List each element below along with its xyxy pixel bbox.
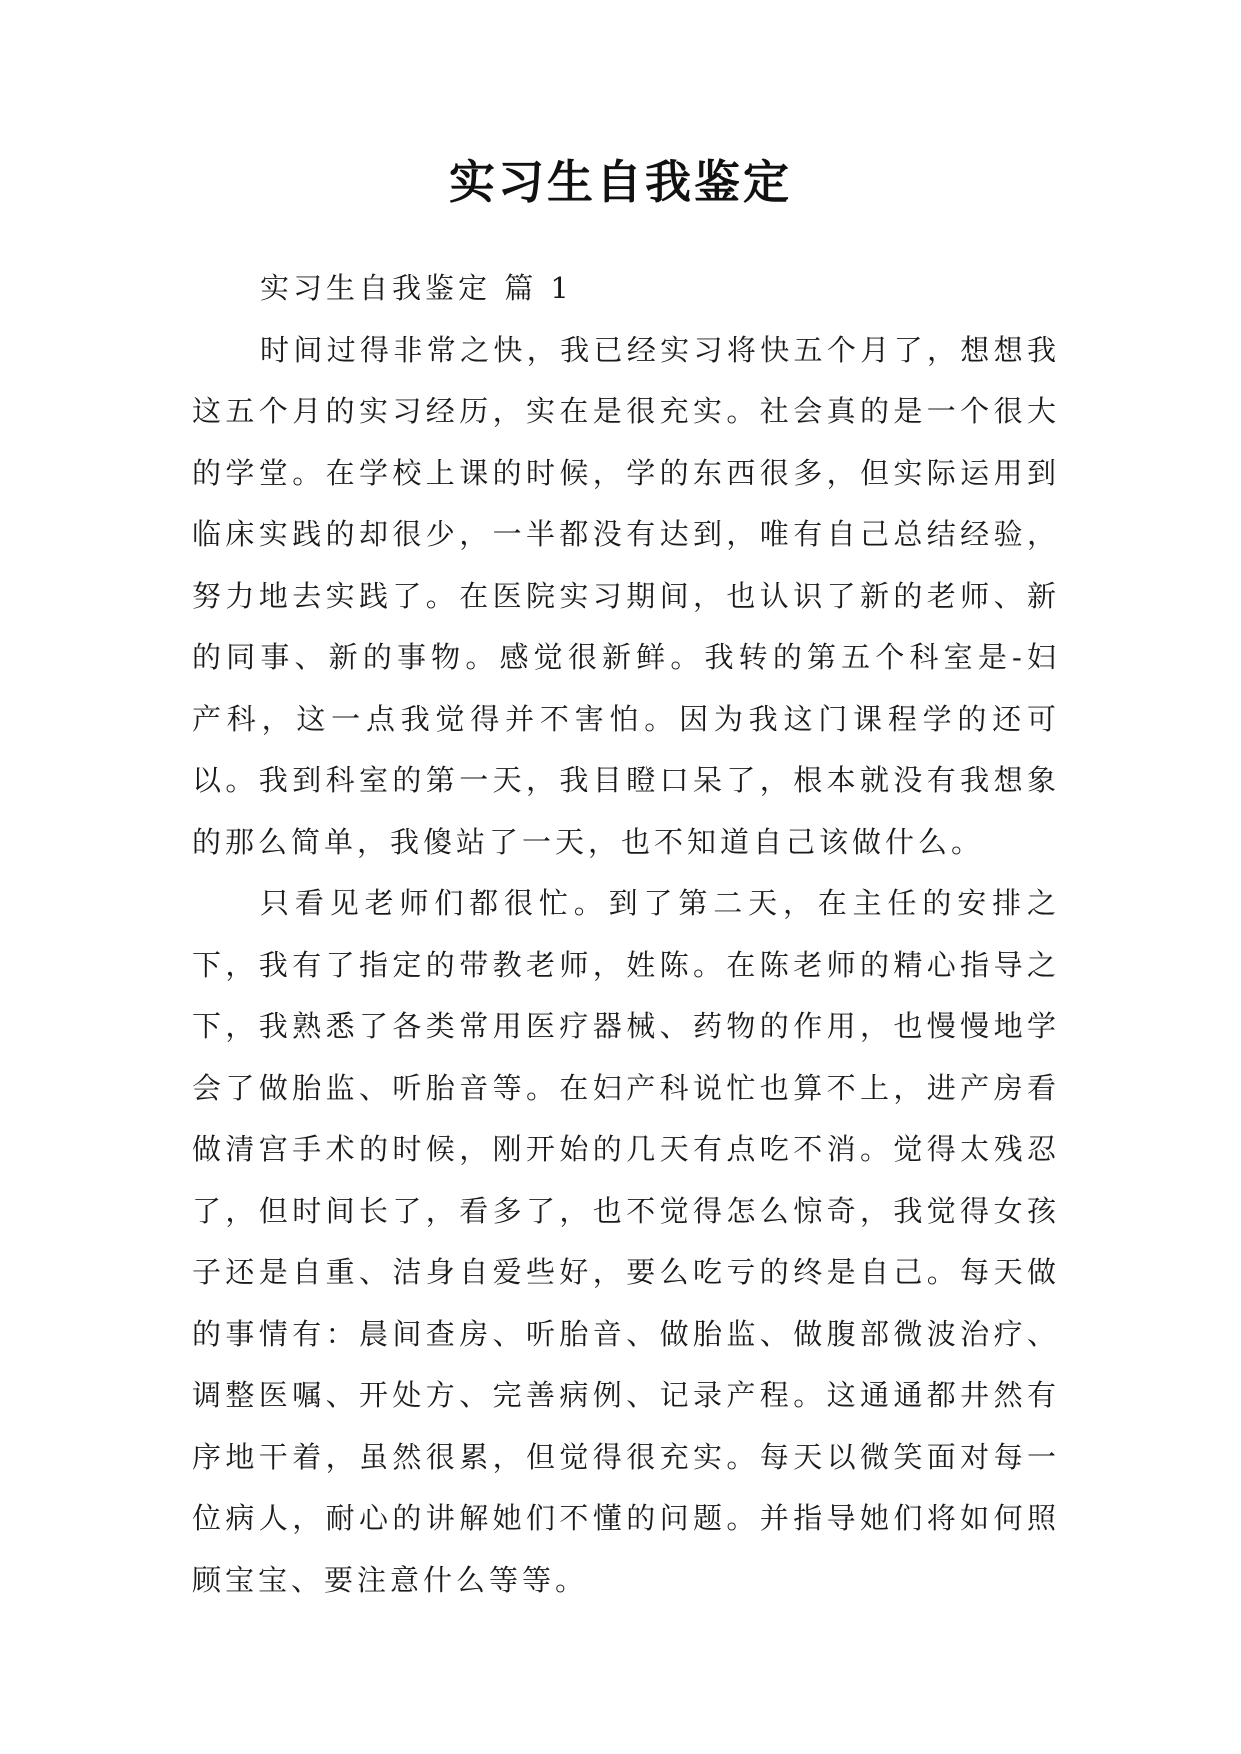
document-title: 实习生自我鉴定 [449,155,792,209]
section-heading: 实习生自我鉴定 篇 1 [260,271,573,305]
paragraph: 只看见老师们都很忙。到了第二天，在主任的安排之下，我有了指定的带教老师，姓陈。在陈老师的精心指导之下，我熟悉了各类常用医疗器械、药物的作用，也慢慢地学会了做胎监、听胎音等。在妇产科说忙也算不上，进产房看做清宫手术的时候，刚开始的几天有点吃不消。觉得太残忍了，但时间长了，看多了，也不觉得怎么惊奇，我觉得女孩子还是自重、洁身自爱些好，要么吃亏的终是自己。每天做的事情有：晨间查房、听胎音、做胎监、做腹部微波治疗、调整医嘱、开处方、完善病例、记录产程。这通通都井然有序地干着，虽然很累，但觉得很充实。每天以微笑面对每一位病人，耐心的讲解她们不懂的问题。并指导她们将如何照顾宝宝、要注意什么等等。 [192,886,1060,1597]
paragraph: 时间过得非常之快，我已经实习将快五个月了，想想我这五个月的实习经历，实在是很充实。社会真的是一个很大的学堂。在学校上课的时候，学的东西很多，但实际运用到临床实践的却很少，一半都没有达到，唯有自己总结经验，努力地去实践了。在医院实习期间，也认识了新的老师、新的同事、新的事物。感觉很新鲜。我转的第五个科室是-妇产科，这一点我觉得并不害怕。因为我这门课程学的还可以。我到科室的第一天，我目瞪口呆了，根本就没有我想象的那么简单，我傻站了一天，也不知道自己该做什么。 [192,332,1060,859]
document-body [192,258,1060,1611]
